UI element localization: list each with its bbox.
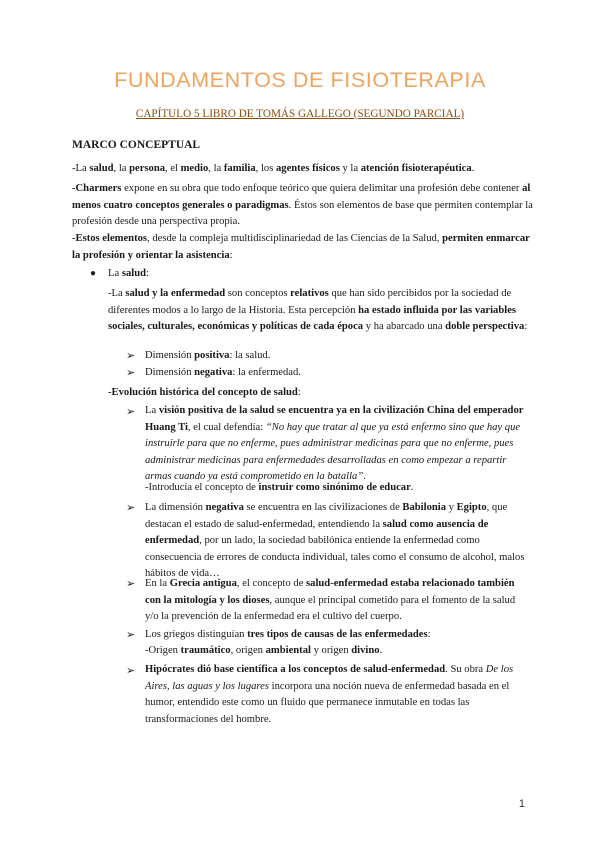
list-item-grecia: En la Grecia antigua, el concepto de salud-enfermedad estaba relacionado también con la mitología y los dioses, aunque el principal cometido para el fomento de la salud y/o la prevención de la enfermedad era el cultivo del cuerpo. <box>145 578 516 622</box>
paragraph-evolucion-heading: -Evolución histórica del concepto de salud: <box>108 387 301 398</box>
list-item-salud: La salud: <box>108 268 149 279</box>
arrow-bullet-icon: ➢ <box>126 665 136 677</box>
arrow-bullet-icon: ➢ <box>126 350 136 362</box>
paragraph-salud-enfermedad: -La salud y la enfermedad son conceptos relativos que han sido percibidos por la sociedad de diferentes modos a lo largo de la Historia. Esta percepción ha estado influida por las variables sociales, culturales, económicas y políticas de cada época y ha abarcado una doble perspectiva: <box>108 288 528 332</box>
arrow-bullet-icon: ➢ <box>126 367 136 379</box>
paragraph-charmers: -Charmers expone en su obra que todo enfoque teórico que quiera delimitar una profesión debe contener al menos cuatro conceptos generales o paradigmas. Éstos son elementos de base que permiten contemplar la profesión desde una perspectiva propia. <box>72 183 533 227</box>
page-title: FUNDAMENTOS DE FISIOTERAPIA <box>114 68 486 92</box>
list-item-dimension-positiva: Dimensión positiva: la salud. <box>145 350 271 361</box>
list-item-hipocrates: Hipócrates dió base científica a los conceptos de salud-enfermedad. Su obra De los Aires, las aguas y los lugares incorpora una noción nueva de enfermedad basada en el humor, entendido este como un fluido que permanece inmutable en todas las transformaciones del hombre. <box>145 664 514 725</box>
bullet-icon: ● <box>90 268 97 279</box>
page-number: 1 <box>518 798 525 810</box>
arrow-bullet-icon: ➢ <box>126 629 136 641</box>
list-item-vision-china: La visión positiva de la salud se encuentra ya en la civilización China del emperador Huang Ti, el cual defendía: “No hay que tratar al que ya está enfermo sino que hay que instruirle para que no enferme, pues administrar medicinas para que no enferme, pues administrar medicinas para enfermedades desarrolladas en como empezar a repartir armas cuando ya está comprometido en la batalla”. <box>145 405 524 482</box>
arrow-bullet-icon: ➢ <box>126 406 136 418</box>
section-heading: MARCO CONCEPTUAL <box>72 139 201 151</box>
chapter-subtitle: CAPÍTULO 5 LIBRO DE TOMÁS GALLEGO (SEGUNDO PARCIAL) <box>135 108 465 120</box>
paragraph-elements: -Estos elementos, desde la compleja multidisciplinariedad de las Ciencias de la Salud, permiten enmarcar la profesión y orientar la asistencia: <box>72 233 530 261</box>
paragraph-instruir: -Introducía el concepto de instruir como sinónimo de educar. <box>145 482 414 493</box>
paragraph-origenes: -Origen traumático, origen ambiental y origen divino. <box>145 645 383 656</box>
list-item-griegos-causas: Los griegos distinguían tres tipos de causas de las enfermedades: <box>145 629 431 640</box>
list-item-dimension-negativa: Dimensión negativa: la enfermedad. <box>145 367 301 378</box>
arrow-bullet-icon: ➢ <box>126 502 136 514</box>
arrow-bullet-icon: ➢ <box>126 578 136 590</box>
paragraph-concepts: -La salud, la persona, el medio, la familia, los agentes físicos y la atención fisioterapéutica. <box>72 163 475 174</box>
list-item-dimension-negativa-civilizaciones: La dimensión negativa se encuentra en las civilizaciones de Babilonia y Egipto, que destacan el estado de salud-enfermedad, entendiendo la salud como ausencia de enfermedad, por un lado, la sociedad babilónica entiende la enfermedad como consecuencia de errores de conducta individual, tales como el consumo de alcohol, malos hábitos de vida… <box>145 502 525 579</box>
